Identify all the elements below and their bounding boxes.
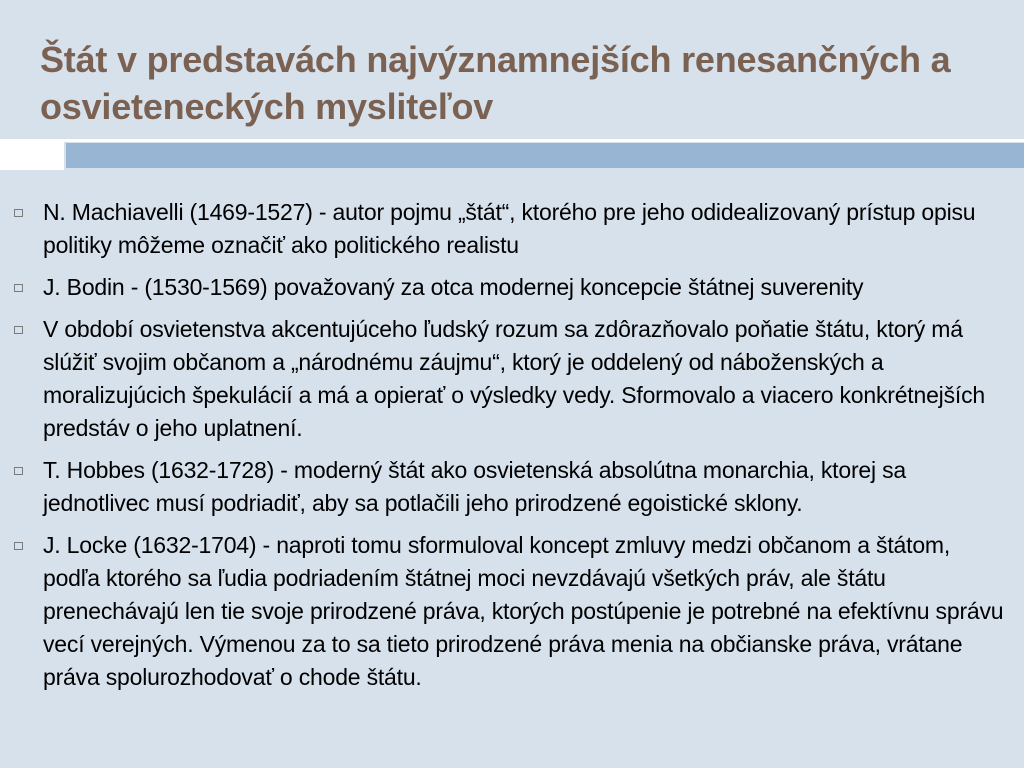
slide-title: Štát v predstavách najvýznamnejších renesančných a osvieteneckých mysliteľov bbox=[40, 39, 951, 127]
list-item-text: T. Hobbes (1632-1728) - moderný štát ako osvietenská absolútna monarchia, ktorej sa jednotlivec musí podriadiť, aby sa potlačili jeho prirodzené egoistické sklony. bbox=[43, 457, 906, 516]
title-divider-white bbox=[0, 139, 1024, 142]
square-bullet-icon bbox=[14, 284, 23, 292]
square-bullet-icon bbox=[14, 209, 23, 217]
list-item bbox=[14, 454, 1010, 520]
bullet-list bbox=[14, 196, 1010, 703]
list-item-text: V období osvietenstva akcentujúceho ľudský rozum sa zdôrazňovalo poňatie štátu, ktorý má slúžiť svojim občanom a „národnému záujmu“, ktorý je oddelený od náboženských a moralizujúcich špekulácií a má a opierať o výsledky vedy. Sformovalo a viacero konkrétnejších predstáv o jeho uplatnení. bbox=[43, 316, 985, 441]
list-item-text: J. Bodin - (1530-1569) považovaný za otca modernej koncepcie štátnej suverenity bbox=[43, 274, 864, 300]
list-item bbox=[14, 196, 1010, 262]
list-item bbox=[14, 313, 1010, 445]
list-item bbox=[14, 529, 1010, 694]
list-item bbox=[14, 271, 1010, 304]
list-item-text: N. Machiavelli (1469-1527) - autor pojmu „štát“, ktorého pre jeho odidealizovaný prístup opisu politiky môžeme označiť ako politického realistu bbox=[43, 199, 976, 258]
square-bullet-icon bbox=[14, 542, 23, 550]
square-bullet-icon bbox=[14, 467, 23, 475]
square-bullet-icon bbox=[14, 326, 23, 334]
title-divider-blue-bar bbox=[66, 143, 1024, 168]
title-divider-left-block bbox=[0, 142, 64, 170]
list-item-text: J. Locke (1632-1704) - naproti tomu sformuloval koncept zmluvy medzi občanom a štátom, podľa ktorého sa ľudia podriadením štátnej moci nevzdávajú všetkých práv, ale štátu prenechávajú len tie svoje prirodzené práva, ktorých postúpenie je potrebné na efektívnu správu vecí verejných. Výmenou za to sa tieto prirodzené práva menia na občianske práva, vrátane práva spolurozhodovať o chode štátu. bbox=[43, 532, 1004, 690]
